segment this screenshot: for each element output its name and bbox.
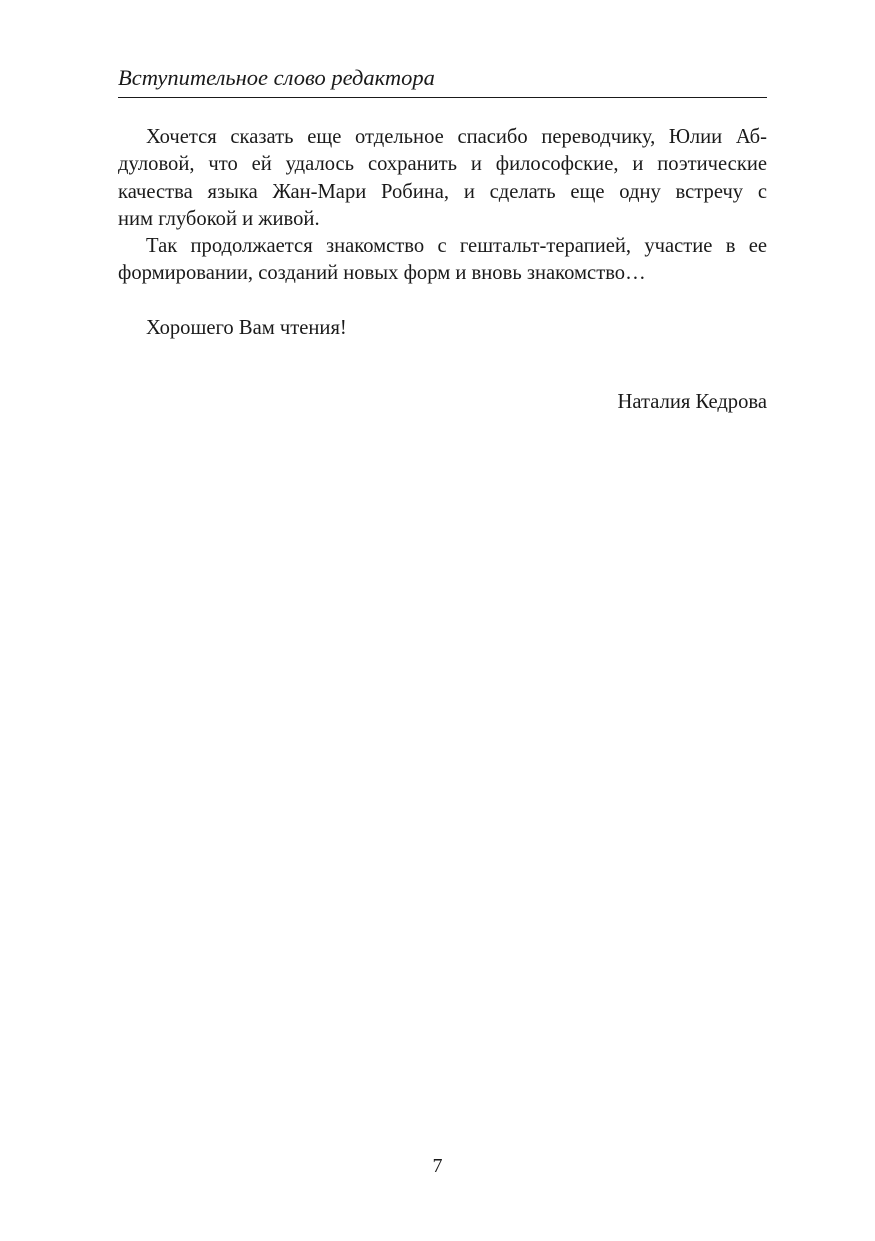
body-text	[118, 124, 767, 288]
closing-greeting: Хорошего Вам чтения!	[146, 317, 347, 339]
text-line: дуловой, что ей удалось сохранить и философские, и поэтические	[118, 153, 767, 176]
text-line: качества языка Жан-Мари Робина, и сделать еще одну встречу с	[118, 180, 767, 203]
paragraph-acknowledgement	[118, 124, 767, 233]
page-number: 7	[432, 1155, 443, 1177]
text-line: Так продолжается знакомство с гештальт-терапией, участие в ее	[146, 235, 767, 258]
text-line: Хочется сказать еще отдельное спасибо переводчику, Юлии Аб-	[146, 126, 767, 148]
author-signature: Наталия Кедрова	[617, 391, 767, 413]
paragraph-continuation	[118, 233, 767, 288]
running-header-title: Вступительное слово редактора	[118, 65, 435, 90]
text-line: формировании, созданий новых форм и вновь знакомство…	[118, 262, 646, 285]
running-header	[118, 62, 767, 98]
text-line: ним глубокой и живой.	[118, 207, 320, 230]
